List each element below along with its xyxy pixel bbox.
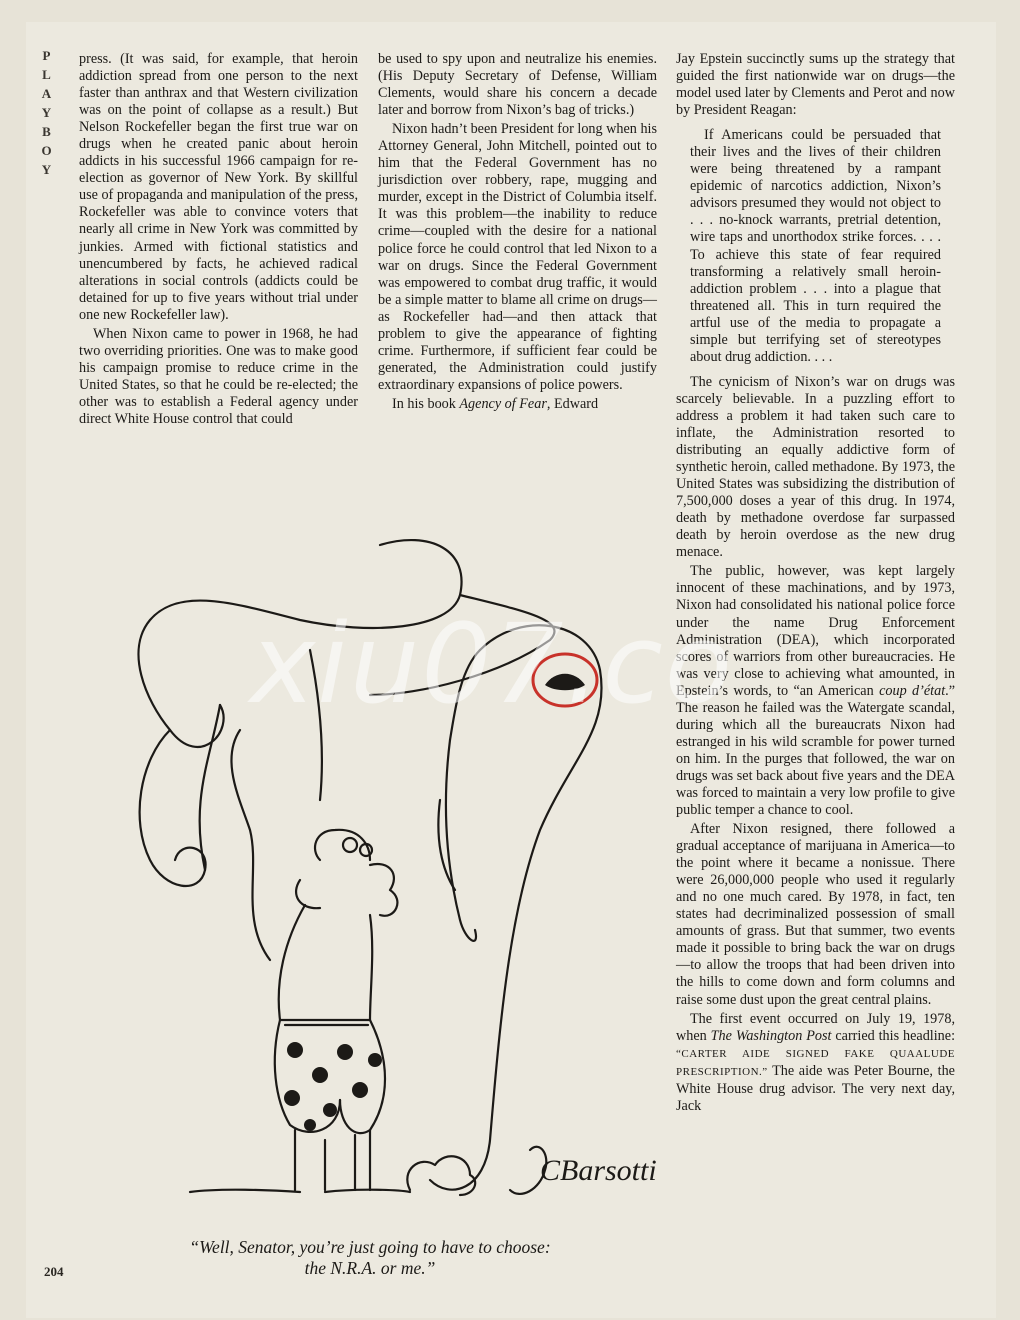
text-run: The public, however, was kept largely innocent of these machinations, and by 1973, Nixon had consolidated his national police force under the name Drug Enforcement Administration (DEA), which incorporated scores of warriors from other bureaucracies. He was very close to achieving what amounted, in Epstein’s words, to “an American [676,563,955,699]
paragraph: Nixon hadn’t been President for long when his Attorney General, John Mitchell, pointed out to him that the Federal Government has no jurisdiction over robbery, rape, mugging and murder, except in the District of Columbia itself. It was this problem—the inability to reduce crime—coupled with the desire for a national police force he could control that led Nixon to a war on drugs. Since the Federal Government was empowered to combat drug traffic, it would be a simple matter to blame all crime on drugs—as Rockefeller had—and then attack that problem to give the appearance of fighting crime. Furthermore, if sufficient fear could be generated, the Administration could justify extraordinary expansions of police powers. [378,121,657,393]
running-head [34,46,60,179]
running-head-letter: P [42,48,52,63]
paragraph: When Nixon came to power in 1968, he had two overriding priorities. One was to make good his campaign promise to reduce crime in the United States, so that he could be re-elected; the other was to establish a Federal agency under direct White House control that could [79,325,358,427]
paragraph: The cynicism of Nixon’s war on drugs was scarcely believable. In a puzzling effort to address a problem it had taken such care to inflate, the Administration resorted to distributing an equally addictive form of synthetic heroin, called methadone. By 1973, the United States was subsidizing the distribution of 7,500,000 doses a year of this drug. In 1974, death by methadone overdose far surpassed death by heroin overdose as the new drug menace. [676,373,955,561]
cartoon-illustration [70,500,670,1230]
text-run: The aide was Peter Bourne, the White House drug advisor. The very next day, Jack [676,1062,955,1114]
text-run: .” The reason he failed was the Watergate scandal, during which all the bureaucrats Nixon had estranged in his wild scramble for power turned on him. In the purges that followed, the war on drugs was set back about five years and the DEA was forced to maintain a very low profile to give public temper a chance to cool. [676,682,955,819]
column-3 [676,51,955,1115]
headline-quote: “CARTER AIDE SIGNED FAKE QUAALUDE PRESCRIPTION.” [676,1047,955,1078]
caption-line: “Well, Senator, you’re just going to have to choose: [189,1237,551,1257]
block-quote [690,127,941,366]
text-run: In his book [392,395,456,412]
running-head-letter: Y [41,162,53,177]
text-run: , Edward [546,395,599,412]
running-head-letter: Y [41,105,53,120]
watermark: xiu07.co [250,600,735,728]
cartoonist-signature: CBarsotti [540,1154,657,1187]
paragraph: press. (It was said, for example, that heroin addiction spread from one person to the next faster than anthrax and that Western civilization was on the point of collapse as a result.) But Nelson Rockefeller began the first true war on drugs when he created panic about heroin addicts in his successful 1966 campaign for re-election as governor of New York. By skillful use of propaganda and manipulation of the press, Rockefeller was able to convince voters that nearly all crime in New York was committed by junkies. Armed with fictional statistics and unencumbered by facts, he achieved radical alterations in social controls (addicts could be detained for up to five years without trial under one new Rockefeller law). [79,51,358,323]
paragraph [378,396,657,413]
book-title: Agency of Fear [459,395,547,412]
running-head-letter: L [42,67,52,82]
paragraph [676,563,955,819]
paragraph [676,1011,955,1115]
running-head-letter: O [41,143,53,158]
italic-phrase: coup d’état [879,682,946,699]
quote-text: If Americans could be persuaded that their lives and the lives of their children were being threatened by a rampant epidemic of narcotics addiction, Nixon’s advisors presumed they would not object to . . . no-knock warrants, pretrial detention, wire taps and unorthodox strike forces. . . . To achieve this state of fear required transforming a relatively small heroin-addiction problem . . . into a plague that threatened all. This in turn required the artful use of the media to propagate a simple but terrifying set of stereotypes about drug addiction. . . . [690,127,941,365]
paragraph: After Nixon resigned, there followed a gradual acceptance of marijuana in America—to the point where it became a nonissue. There were 26,000,000 people who used it regularly and no one much cared. By 1978, in fact, ten states had decriminalized possession of small amounts of grass. But that summer, two events made it possible to bring back the war on drugs—to allow the troops that had been driven into the hills to come down and form columns and raise some dust upon the great central plains. [676,821,955,1008]
text-run: carried this headline: [835,1027,956,1044]
running-head-letter: A [41,86,53,101]
column-1 [79,51,358,428]
paragraph: Jay Epstein succinctly sums up the strategy that guided the first nationwide war on drugs—the model used later by Clements and Perot and now by President Reagan: [676,51,955,119]
page-number: 204 [44,1264,64,1279]
newspaper-title: The Washington Post [710,1027,832,1044]
text-run: The first event occurred on July 19, 1978, when [676,1010,955,1044]
caption-line: the N.R.A. or me.” [304,1258,436,1278]
cartoon-caption [110,1237,630,1279]
paragraph: be used to spy upon and neutralize his enemies. (His Deputy Secretary of Defense, William Clements, would share his concern a decade later and borrow from Nixon’s bag of tricks.) [378,51,657,119]
column-2 [378,51,657,413]
running-head-letter: B [42,124,52,139]
